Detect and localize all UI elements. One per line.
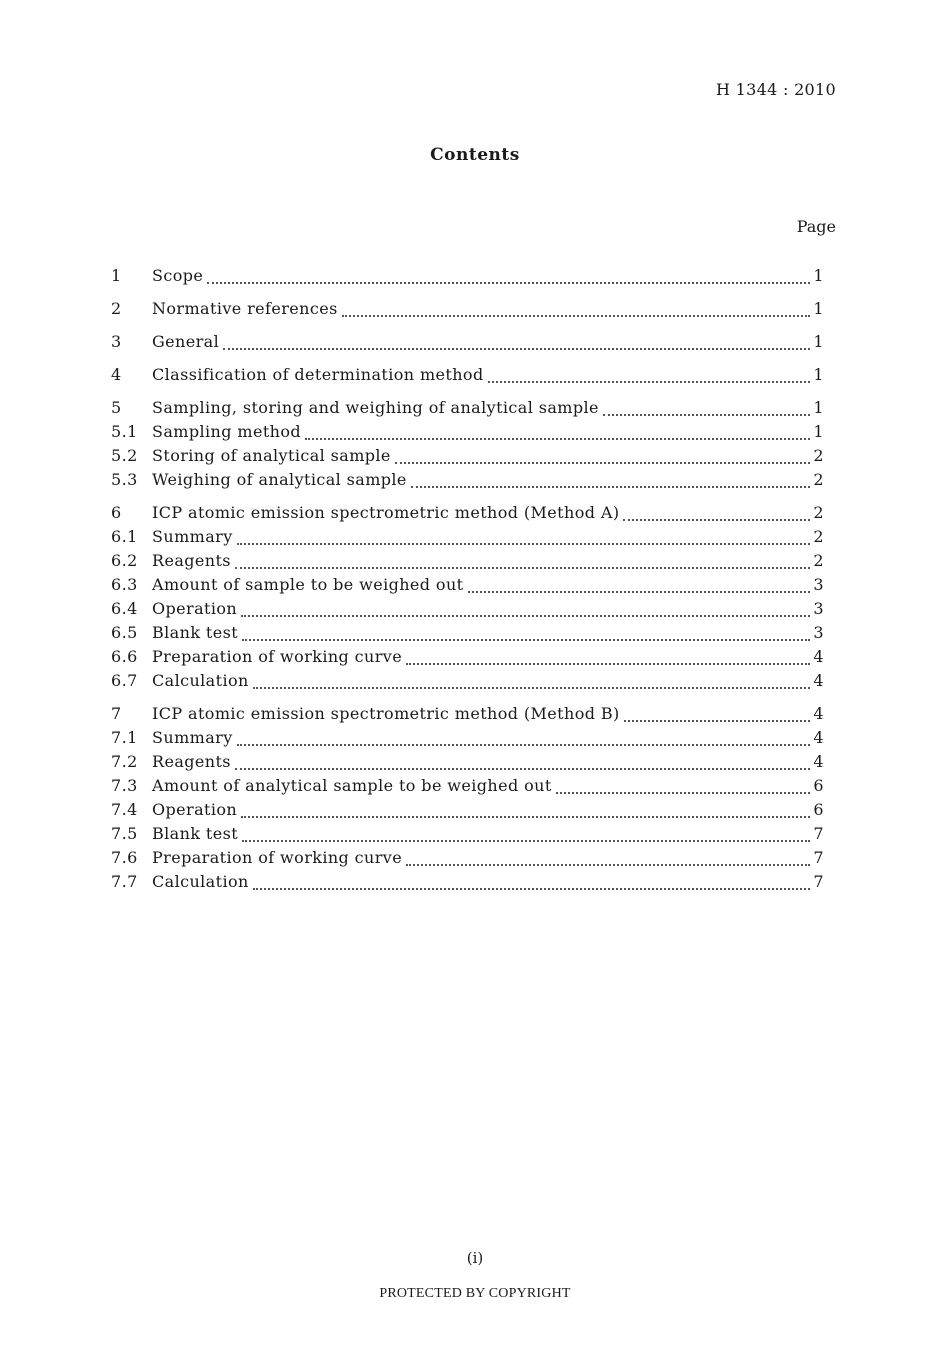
toc-label: Summary [152, 527, 233, 546]
toc-label: Blank test [152, 824, 239, 843]
dot-leader [253, 687, 811, 689]
toc-page: 6 [813, 800, 824, 819]
toc-entry-5-3[interactable] [111, 470, 824, 492]
toc-entry-4[interactable] [111, 365, 824, 387]
toc-entry-6-4[interactable] [111, 599, 824, 621]
toc-label: Calculation [152, 872, 249, 891]
toc-page: 1 [813, 365, 824, 384]
toc-page: 1 [813, 398, 824, 417]
dot-leader [235, 567, 810, 569]
toc-page: 7 [813, 848, 824, 867]
toc-number: 6.6 [111, 647, 138, 666]
toc-page: 6 [813, 776, 824, 795]
dot-leader [406, 864, 810, 866]
toc-entry-7-5[interactable] [111, 824, 824, 846]
dot-leader [241, 816, 810, 818]
toc-label: Operation [152, 800, 238, 819]
dot-leader [207, 282, 810, 284]
toc-entry-6-2[interactable] [111, 551, 824, 573]
toc-page: 1 [813, 422, 824, 441]
toc-entry-5-1[interactable] [111, 422, 824, 444]
toc-number: 1 [111, 266, 122, 285]
toc-label: ICP atomic emission spectrometric method (Method B) [152, 704, 620, 723]
toc-page: 3 [813, 599, 824, 618]
dot-leader [556, 792, 811, 794]
toc-label: Operation [152, 599, 238, 618]
page-column-label: Page [796, 217, 836, 236]
toc-number: 7.5 [111, 824, 138, 843]
toc-label: Amount of sample to be weighed out [152, 575, 464, 594]
toc-entry-6-6[interactable] [111, 647, 824, 669]
toc-label: Sampling, storing and weighing of analytical sample [152, 398, 599, 417]
toc-label: Storing of analytical sample [152, 446, 391, 465]
dot-leader [223, 348, 810, 350]
dot-leader [468, 591, 811, 593]
toc-label: Normative references [152, 299, 338, 318]
dot-leader [305, 438, 810, 440]
toc-label: Sampling method [152, 422, 302, 441]
dot-leader [253, 888, 811, 890]
toc-label: Reagents [152, 752, 231, 771]
toc-page: 4 [813, 704, 824, 723]
toc-page: 2 [813, 446, 824, 465]
toc-entry-7-6[interactable] [111, 848, 824, 870]
toc-number: 7.3 [111, 776, 138, 795]
toc-page: 4 [813, 728, 824, 747]
dot-leader [603, 414, 811, 416]
toc-entry-3[interactable] [111, 332, 824, 354]
toc-entry-6-7[interactable] [111, 671, 824, 693]
toc-number: 7.1 [111, 728, 138, 747]
toc-number: 6.4 [111, 599, 138, 618]
toc-entry-2[interactable] [111, 299, 824, 321]
dot-leader [235, 768, 810, 770]
dot-leader [624, 720, 811, 722]
copyright-notice: PROTECTED BY COPYRIGHT [379, 1286, 571, 1301]
toc-number: 5.1 [111, 422, 138, 441]
toc-page: 1 [813, 299, 824, 318]
page-title: Contents [430, 145, 520, 165]
toc-number: 7.7 [111, 872, 138, 891]
toc-page: 2 [813, 470, 824, 489]
toc-number: 2 [111, 299, 122, 318]
dot-leader [406, 663, 810, 665]
toc-number: 6.3 [111, 575, 138, 594]
toc-number: 5.3 [111, 470, 138, 489]
toc-label: Blank test [152, 623, 239, 642]
dot-leader [411, 486, 811, 488]
toc-page: 1 [813, 266, 824, 285]
toc-number: 7.2 [111, 752, 138, 771]
toc-number: 7.4 [111, 800, 138, 819]
toc-entry-7-7[interactable] [111, 872, 824, 894]
dot-leader [237, 543, 811, 545]
toc-page: 1 [813, 332, 824, 351]
toc-entry-1[interactable] [111, 266, 824, 288]
toc-number: 5.2 [111, 446, 138, 465]
toc-number: 5 [111, 398, 122, 417]
toc-label: Weighing of analytical sample [152, 470, 407, 489]
page-folio: (i) [466, 1249, 484, 1267]
toc-page: 3 [813, 623, 824, 642]
toc-entry-6[interactable] [111, 503, 824, 525]
toc-page: 3 [813, 575, 824, 594]
toc-entry-6-3[interactable] [111, 575, 824, 597]
dot-leader [342, 315, 811, 317]
toc-entry-6-5[interactable] [111, 623, 824, 645]
toc-page: 4 [813, 752, 824, 771]
toc-page: 7 [813, 872, 824, 891]
toc-entry-5-2[interactable] [111, 446, 824, 468]
document-code: H 1344 : 2010 [716, 80, 836, 99]
toc-label: Classification of determination method [152, 365, 484, 384]
toc-number: 4 [111, 365, 122, 384]
toc-entry-7-3[interactable] [111, 776, 824, 798]
toc-entry-7[interactable] [111, 704, 824, 726]
toc-number: 6.7 [111, 671, 138, 690]
dot-leader [623, 519, 810, 521]
toc-number: 6.1 [111, 527, 138, 546]
toc-page: 2 [813, 551, 824, 570]
toc-page: 7 [813, 824, 824, 843]
toc-number: 6.5 [111, 623, 138, 642]
toc-label: Preparation of working curve [152, 647, 403, 666]
toc-number: 6 [111, 503, 122, 522]
toc-label: Calculation [152, 671, 249, 690]
toc-label: General [152, 332, 220, 351]
toc-label: Summary [152, 728, 233, 747]
toc-label: ICP atomic emission spectrometric method (Method A) [152, 503, 620, 522]
toc-entry-7-2[interactable] [111, 752, 824, 774]
dot-leader [242, 840, 810, 842]
toc-label: Amount of analytical sample to be weighed out [152, 776, 552, 795]
toc-page: 4 [813, 671, 824, 690]
toc-entry-5[interactable] [111, 398, 824, 420]
toc-number: 6.2 [111, 551, 138, 570]
toc-label: Scope [152, 266, 204, 285]
dot-leader [242, 639, 810, 641]
dot-leader [395, 462, 811, 464]
dot-leader [241, 615, 810, 617]
toc-page: 2 [813, 503, 824, 522]
toc-page: 2 [813, 527, 824, 546]
toc-number: 3 [111, 332, 122, 351]
toc-page: 4 [813, 647, 824, 666]
toc-entry-7-4[interactable] [111, 800, 824, 822]
toc-number: 7.6 [111, 848, 138, 867]
toc-label: Reagents [152, 551, 231, 570]
toc-entry-6-1[interactable] [111, 527, 824, 549]
toc-number: 7 [111, 704, 122, 723]
toc-label: Preparation of working curve [152, 848, 403, 867]
dot-leader [488, 381, 811, 383]
toc-entry-7-1[interactable] [111, 728, 824, 750]
dot-leader [237, 744, 811, 746]
